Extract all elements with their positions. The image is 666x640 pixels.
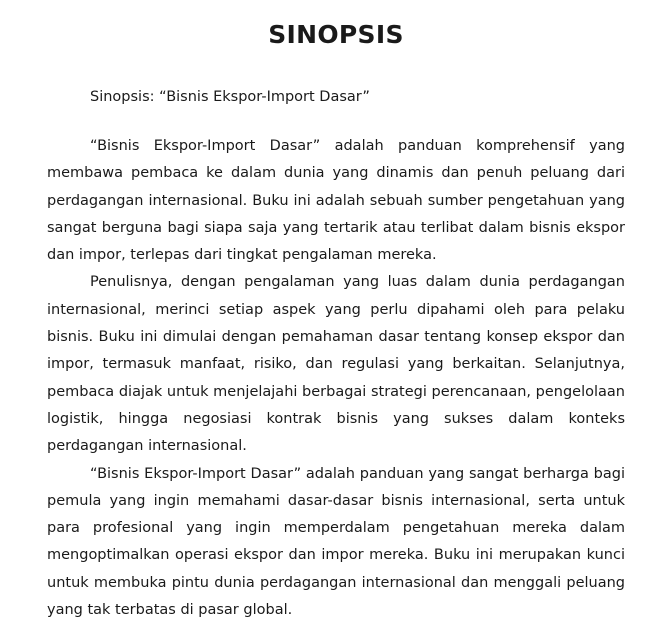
body-text	[47, 133, 625, 624]
paragraph-2: Penulisnya, dengan pengalaman yang luas dalam dunia perdagangan internasional, merinci setiap aspek yang perlu dipahami oleh para pelaku bisnis. Buku ini dimulai dengan pemahaman dasar tentang konsep ekspor dan impor, termasuk manfaat, risiko, dan regulasi yang berkaitan. Selanjutnya, pembaca diajak untuk menjelajahi berbagai strategi perencanaan, pengelolaan logistik, hingga negosiasi kontrak bisnis yang sukses dalam konteks perdagangan internasional.	[47, 274, 625, 455]
paragraph-3: “Bisnis Ekspor-Import Dasar” adalah panduan yang sangat berharga bagi pemula yang ingin memahami dasar-dasar bisnis internasional, serta untuk para profesional yang ingin memperdalam pengetahuan mereka dalam mengoptimalkan operasi ekspor dan impor mereka. Buku ini merupakan kunci untuk membuka pintu dunia perdagangan internasional dan menggali peluang yang tak terbatas di pasar global.	[47, 465, 625, 619]
page-title: SINOPSIS	[268, 20, 404, 49]
subtitle: Sinopsis: “Bisnis Ekspor-Import Dasar”	[90, 89, 370, 105]
paragraph-1: “Bisnis Ekspor-Import Dasar” adalah panduan komprehensif yang membawa pembaca ke dalam dunia yang dinamis dan penuh peluang dari perdagangan internasional. Buku ini adalah sebuah sumber pengetahuan yang sangat berguna bagi siapa saja yang tertarik atau terlibat dalam bisnis ekspor dan impor, terlepas dari tingkat pengalaman mereka.	[47, 138, 625, 264]
